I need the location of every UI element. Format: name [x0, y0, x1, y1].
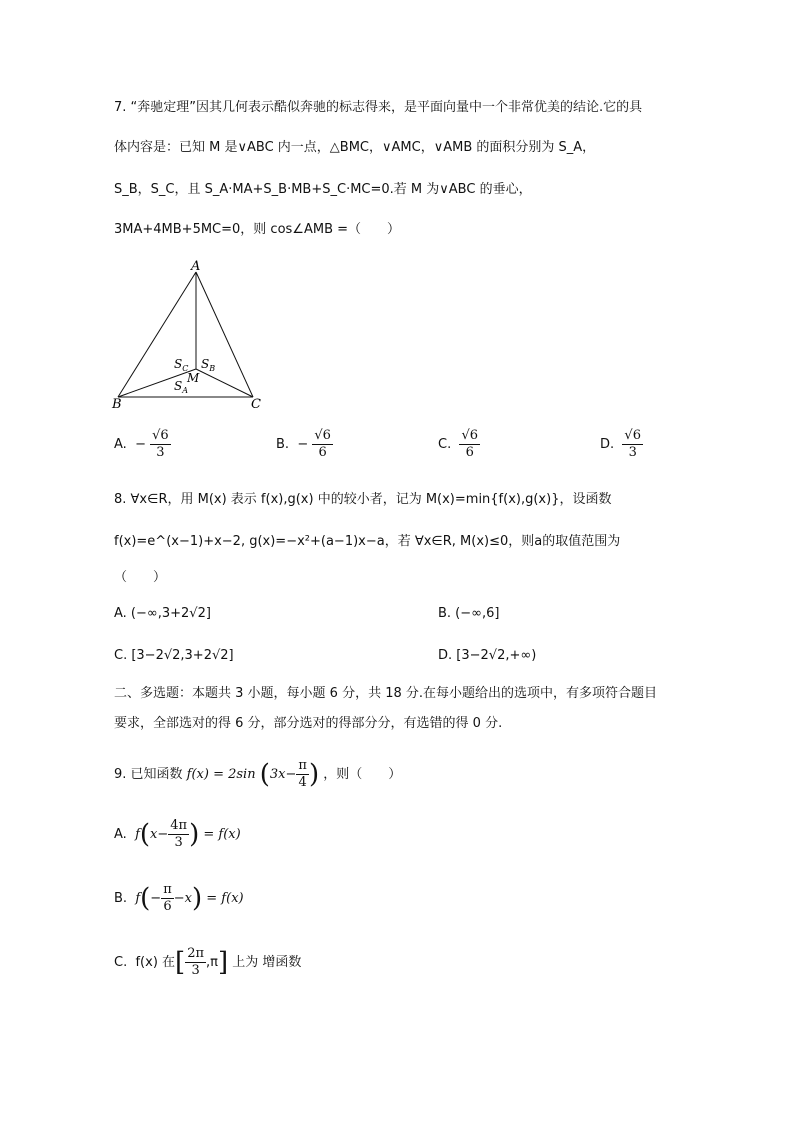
label-SB: $S_B$	[201, 357, 216, 373]
label-A: A	[191, 259, 201, 274]
label-C: C	[251, 397, 261, 412]
q7-stem-line2: 体内容是：已知 M 是∨ABC 内一点，△BMC，∨AMC，∨AMB 的面积分别为 S_A，	[114, 140, 596, 155]
benz-triangle-figure	[108, 256, 268, 414]
q9-stem: 9. 已知函数 f(x) = 2sin (3x− $\frac{\pi}{4}$ ) ，则（ ）	[114, 758, 402, 790]
q8-option-d: D. [3−2√2,+∞)	[438, 648, 537, 663]
q7-stem-line1: 7. “奔驰定理”因其几何表示酷似奔驰的标志得来，是平面向量中一个非常优美的结论.它的具	[114, 100, 643, 115]
label-B: B	[112, 397, 122, 412]
q8-stem-line2: f(x)=e^(x−1)+x−2, g(x)=−x²+(a−1)x−a，若 ∀x∈R, M(x)≤0，则a的取值范围为	[114, 534, 621, 549]
section-multi-choice-line1: 二、多选题：本题共 3 小题，每小题 6 分，共 18 分.在每小题给出的选项中，有多项符合题目	[114, 686, 658, 701]
q9-option-a: A. f(x− $\frac{4\pi}{3}$ ) = f(x)	[114, 818, 241, 850]
label-M: M	[187, 371, 200, 385]
q9-option-c: C. f(x) 在[ $\frac{2\pi}{3}$ ,π] 上为 增函数	[114, 946, 302, 978]
q8-option-a: A. (−∞,3+2√2]	[114, 606, 211, 621]
segment-CM	[196, 369, 253, 397]
q8-option-c: C. [3−2√2,3+2√2]	[114, 648, 234, 663]
q8-stem-line3: （ ）	[114, 570, 167, 585]
section-multi-choice-line2: 要求，全部选对的得 6 分，部分选对的得部分分，有选错的得 0 分.	[114, 716, 503, 731]
label-SC: $S_C$	[174, 357, 189, 373]
label-SA: $S_A$	[174, 379, 189, 395]
q7-option-a: A. − $\frac{√6}{3}$	[114, 428, 169, 460]
q8-option-b: B. (−∞,6]	[438, 606, 500, 621]
q7-option-c: C. $\frac{√6}{6}$	[438, 428, 479, 460]
side-AB	[118, 272, 196, 397]
q9-option-b: B. f(− $\frac{\pi}{6}$ −x) = f(x)	[114, 882, 244, 914]
side-AC	[196, 272, 253, 397]
q8-stem-line1: 8. ∀x∈R，用 M(x) 表示 f(x),g(x) 中的较小者，记为 M(x)=min{f(x),g(x)}，设函数	[114, 492, 612, 507]
q7-option-b: B. − $\frac{√6}{6}$	[276, 428, 331, 460]
q7-stem-line3: S_B，S_C，且 S_A·MA+S_B·MB+S_C·MC=0.若 M 为∨ABC 的垂心，	[114, 182, 532, 197]
q7-option-d: D. $\frac{√6}{3}$	[600, 428, 641, 460]
q7-stem-line4: 3MA+4MB+5MC=0，则 cos∠AMB =（ ）	[114, 222, 401, 237]
